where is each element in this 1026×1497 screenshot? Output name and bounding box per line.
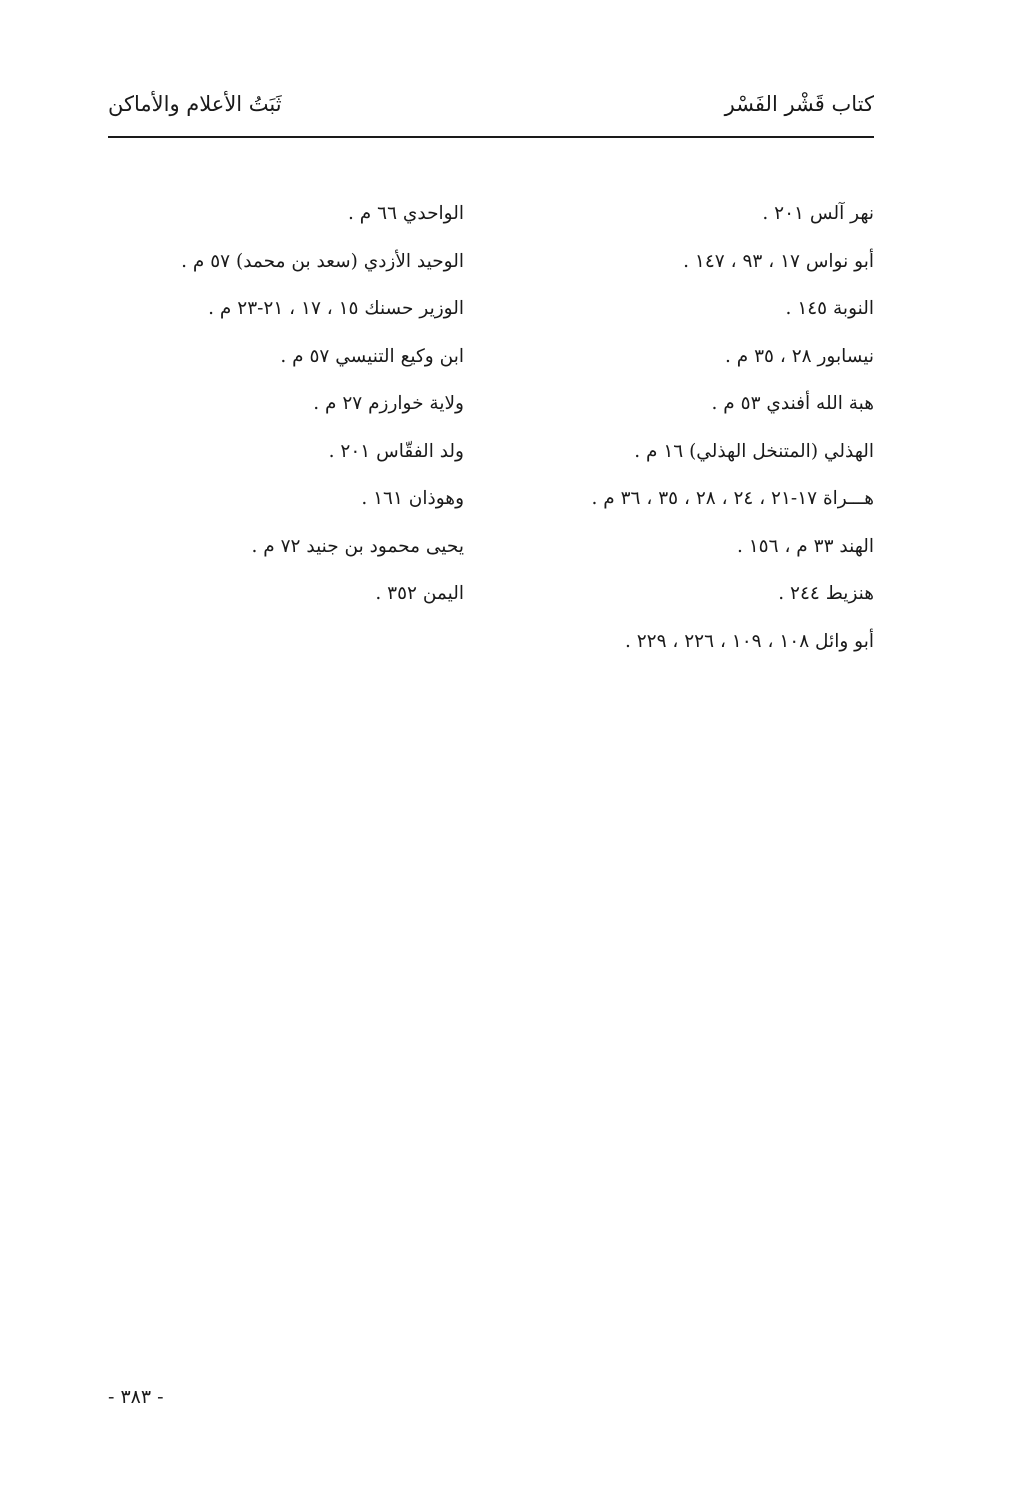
running-header-section-title: ثَبَتُ الأعلام والأماكن <box>108 92 282 116</box>
index-entry: ولد الفقّاس ٢٠١ . <box>328 440 464 462</box>
index-entry: هـــراة ١٧-٢١ ، ٢٤ ، ٢٨ ، ٣٥ ، ٣٦ م . <box>591 488 874 509</box>
index-entry: نيسابور ٢٨ ، ٣٥ م . <box>725 345 874 367</box>
header-rule <box>108 136 874 138</box>
index-entry: أبو وائل ١٠٨ ، ١٠٩ ، ٢٢٦ ، ٢٢٩ . <box>624 630 874 652</box>
index-entry: هبة الله أفندي ٥٣ م . <box>711 393 874 414</box>
running-header-book-title: كتاب قَشْر الفَسْر <box>724 92 874 116</box>
index-entry: ابن وكيع التنيسي ٥٧ م . <box>280 345 464 367</box>
index-entry: ولاية خوارزم ٢٧ م . <box>313 393 464 414</box>
index-entry: هنزيط ٢٤٤ . <box>778 583 874 604</box>
index-entry: الهذلي (المتنخل الهذلي) ١٦ م . <box>634 440 874 462</box>
index-entry: الوحيد الأزدي (سعد بن محمد) ٥٧ م . <box>181 250 464 272</box>
index-entry: الهند ٣٣ م ، ١٥٦ . <box>736 535 874 557</box>
index-entry: نهر آلس ٢٠١ . <box>762 203 874 224</box>
index-column-left <box>134 190 464 618</box>
index-entry: الوزير حسنك ١٥ ، ١٧ ، ٢١-٢٣ م . <box>208 298 464 319</box>
index-entry: وهوذان ١٦١ . <box>361 488 464 509</box>
page-number: - ٣٨٣ - <box>108 1386 164 1408</box>
index-entry: أبو نواس ١٧ ، ٩٣ ، ١٤٧ . <box>683 250 874 272</box>
index-entry: الواحدي ٦٦ م . <box>348 203 464 224</box>
index-entry: يحيى محمود بن جنيد ٧٢ م . <box>251 535 464 557</box>
index-entry: النوبة ١٤٥ . <box>785 298 874 319</box>
index-entry: اليمن ٣٥٢ . <box>375 583 464 604</box>
index-column-right <box>534 190 874 665</box>
